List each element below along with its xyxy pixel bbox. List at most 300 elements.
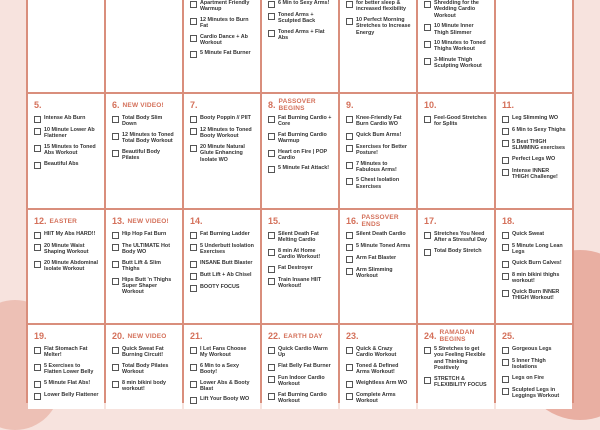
workout-label: 10 Minutes to Toned Thighs Workout (434, 40, 486, 53)
checkbox-icon[interactable] (346, 133, 353, 140)
workout-label: Butt Lift + Ab Chisel (200, 271, 252, 278)
workout-label: Silent Death Cardio (356, 231, 406, 237)
workout-item[interactable] (112, 243, 177, 256)
checkbox-icon[interactable] (34, 116, 41, 123)
workout-item[interactable] (424, 40, 489, 53)
calendar-day-cell (106, 94, 182, 208)
workout-label: Arm Slimming Workout (356, 267, 393, 280)
checkbox-icon[interactable] (268, 364, 275, 371)
workout-label: Fat Burning Cardio + Core (278, 115, 332, 128)
workout-item[interactable] (346, 346, 411, 359)
workout-label: Silent Death Fat Melting Cardio (278, 231, 319, 244)
calendar-day-cell (340, 325, 416, 409)
calendar-day-cell (340, 0, 416, 92)
workout-item[interactable] (112, 149, 177, 162)
workout-item[interactable] (502, 243, 567, 256)
workout-item[interactable] (190, 34, 255, 47)
checkbox-icon[interactable] (34, 381, 41, 388)
day-number: 20. (112, 331, 125, 341)
checkbox-icon[interactable] (34, 145, 41, 152)
workout-item[interactable] (34, 260, 99, 273)
workout-label: 12 Minutes to Burn Fat (200, 16, 249, 30)
checkbox-icon[interactable] (34, 244, 41, 251)
workout-item[interactable] (346, 177, 411, 190)
day-event-label: NEW VIDEO! (127, 217, 169, 225)
workout-item[interactable] (34, 392, 99, 400)
workout-label: Toned & Defined Arms Workout! (356, 362, 399, 376)
checkbox-icon[interactable] (346, 347, 353, 354)
checkbox-icon[interactable] (112, 278, 119, 285)
workout-label: 5 Best THIGH SLIMMING exercises (512, 139, 566, 152)
workout-item[interactable] (268, 363, 333, 371)
day-header (268, 329, 333, 343)
workout-label: 5 Chest Isolation Exercises (356, 177, 400, 190)
day-header (112, 214, 177, 228)
checkbox-icon[interactable] (34, 261, 41, 268)
checkbox-icon[interactable] (190, 145, 197, 152)
checkbox-icon[interactable] (424, 1, 431, 8)
day-number: 16. (346, 216, 359, 226)
checkbox-icon[interactable] (346, 18, 353, 25)
workout-label: Gorgeous Legs (512, 346, 552, 352)
checkbox-icon[interactable] (268, 347, 275, 354)
workout-label: 5 Minute Toned Arms (356, 243, 411, 249)
checkbox-icon[interactable] (424, 232, 431, 239)
workout-label: Fun Indoor Cardio Workout (278, 374, 325, 388)
workout-item[interactable] (346, 243, 411, 251)
checkbox-icon[interactable] (346, 364, 353, 371)
day-event-label: NEW VIDEO (127, 332, 167, 340)
calendar-day-cell (28, 210, 104, 323)
workout-item[interactable] (346, 132, 411, 140)
workout-item[interactable] (112, 277, 177, 296)
checkbox-icon[interactable] (112, 150, 119, 157)
workout-label: Total Body Pilates Workout (122, 362, 169, 376)
checkbox-icon[interactable] (502, 140, 509, 147)
workout-item[interactable] (502, 156, 567, 164)
workout-label: for better sleep & increased flexibility (356, 0, 407, 13)
day-header (424, 214, 489, 228)
checkbox-icon[interactable] (346, 244, 353, 251)
day-header (424, 98, 489, 112)
workout-item[interactable] (190, 380, 255, 393)
workout-item[interactable] (502, 260, 567, 268)
checkbox-icon[interactable] (268, 278, 275, 285)
workout-label: Booty Poppin // PIIT (200, 115, 251, 121)
workout-label: Hip Hop Fat Burn (122, 231, 167, 237)
day-header (502, 329, 567, 343)
workout-item[interactable] (502, 231, 567, 239)
day-event-label: EASTER (49, 217, 78, 225)
workout-item[interactable] (112, 115, 177, 128)
checkbox-icon[interactable] (346, 232, 353, 239)
workout-item[interactable] (502, 375, 567, 383)
workout-label: Feel-Good Stretches for Splits (434, 115, 487, 128)
checkbox-icon[interactable] (190, 285, 197, 292)
workout-item[interactable] (268, 115, 333, 128)
calendar-day-cell (184, 0, 260, 92)
workout-label: 5 Minute Long Lean Legs (512, 243, 563, 256)
workout-label: Legs on Fire (512, 374, 545, 381)
day-number: 13. (112, 216, 125, 226)
checkbox-icon[interactable] (502, 116, 509, 123)
checkbox-icon[interactable] (190, 364, 197, 371)
day-event-label: PASSOVER ENDS (361, 214, 399, 228)
day-header (34, 98, 99, 112)
day-number: 5. (34, 100, 42, 110)
checkbox-icon[interactable] (346, 178, 353, 185)
workout-label: Leg Slimming WO (512, 115, 559, 121)
checkbox-icon[interactable] (346, 381, 353, 388)
workout-item[interactable] (502, 289, 567, 302)
checkbox-icon[interactable] (34, 393, 41, 400)
workout-label: 12 Minutes to Toned Total Body Workout (122, 131, 174, 145)
workout-item[interactable] (112, 260, 177, 273)
workout-label: Lower Abs & Booty Blast (200, 379, 250, 393)
checkbox-icon[interactable] (190, 51, 197, 58)
checkbox-icon[interactable] (112, 261, 119, 268)
calendar-day-cell (184, 325, 260, 409)
workout-item[interactable] (424, 231, 489, 244)
workout-calendar (26, 0, 574, 403)
checkbox-icon[interactable] (190, 18, 197, 25)
workout-item[interactable] (34, 144, 99, 157)
workout-label: Sculpted Legs in Leggings Workout (512, 386, 560, 400)
workout-label: Train Insane HIIT Workout! (278, 276, 322, 290)
workout-item[interactable] (346, 255, 411, 263)
workout-label: 20 Minute Natural Glute Enhancing Isolate WO (200, 143, 245, 163)
workout-item[interactable] (190, 260, 255, 268)
checkbox-icon[interactable] (190, 397, 197, 404)
checkbox-icon[interactable] (112, 381, 119, 388)
checkbox-icon[interactable] (502, 273, 509, 280)
day-header (346, 214, 411, 228)
checkbox-icon[interactable] (502, 244, 509, 251)
workout-item[interactable] (346, 144, 411, 157)
workout-item[interactable] (268, 375, 333, 388)
workout-item[interactable] (502, 358, 567, 371)
day-header (268, 98, 333, 112)
checkbox-icon[interactable] (190, 1, 197, 8)
checkbox-icon[interactable] (268, 166, 275, 173)
workout-label: 5 Underbutt Isolation Exercises (200, 243, 254, 256)
workout-item[interactable] (502, 346, 567, 354)
checkbox-icon[interactable] (34, 128, 41, 135)
workout-item[interactable] (346, 267, 411, 280)
workout-label: Beautiful Abs (44, 160, 79, 167)
day-event-label: NEW VIDEO! (122, 101, 164, 109)
workout-item[interactable] (190, 0, 255, 13)
workout-item[interactable] (424, 115, 489, 128)
checkbox-icon[interactable] (190, 381, 197, 388)
workout-label: Quick Sweat (512, 231, 545, 237)
workout-label: 20 Minute Abdominal Isolate Workout (44, 259, 99, 273)
workout-item[interactable] (268, 248, 333, 261)
workout-item[interactable] (502, 115, 567, 123)
checkbox-icon[interactable] (268, 376, 275, 383)
workout-item[interactable] (190, 17, 255, 30)
workout-item[interactable] (190, 284, 255, 292)
workout-label: Lower Belly Flattener (44, 391, 99, 398)
checkbox-icon[interactable] (424, 24, 431, 31)
checkbox-icon[interactable] (424, 58, 431, 65)
workout-item[interactable] (424, 376, 489, 389)
calendar-day-cell (496, 210, 572, 323)
workout-item[interactable] (268, 265, 333, 273)
workout-label: Quick Burn Calves! (512, 259, 562, 266)
workout-item[interactable] (190, 272, 255, 280)
workout-label: 8 min bikini thighs workout! (512, 271, 560, 285)
workout-label: Exercises for Better Posture! (356, 143, 407, 157)
workout-item[interactable] (424, 346, 489, 372)
checkbox-icon[interactable] (268, 232, 275, 239)
checkbox-icon[interactable] (424, 41, 431, 48)
day-header (502, 98, 567, 112)
workout-label: BOOTY FOCUS (200, 283, 240, 290)
checkbox-icon[interactable] (424, 249, 431, 256)
workout-item[interactable] (112, 363, 177, 376)
workout-label: 10 Perfect Morning Stretches to Increase Energy (356, 16, 411, 36)
workout-item[interactable] (346, 380, 411, 388)
workout-label: 20 Minute Waist Shaping Workout (44, 243, 89, 256)
checkbox-icon[interactable] (346, 116, 353, 123)
workout-label: 7 Minutes to Fabulous Arms! (356, 160, 397, 174)
calendar-day-cell (496, 94, 572, 208)
day-header (112, 98, 177, 112)
workout-label: Fat Destroyer (278, 264, 313, 271)
workout-item[interactable] (268, 0, 333, 8)
workout-label: 10 Minute Lower Ab Flattener (44, 127, 95, 140)
checkbox-icon[interactable] (112, 244, 119, 251)
day-number: 6. (112, 100, 120, 110)
checkbox-icon[interactable] (502, 157, 509, 164)
workout-item[interactable] (190, 363, 255, 376)
workout-item[interactable] (34, 127, 99, 140)
calendar-day-cell (262, 325, 338, 409)
calendar-day-cell (418, 0, 494, 92)
workout-item[interactable] (112, 346, 177, 359)
workout-label: Quick & Crazy Cardio Workout (356, 346, 397, 359)
workout-item[interactable] (190, 396, 255, 404)
checkbox-icon[interactable] (502, 128, 509, 135)
calendar-day-cell (106, 325, 182, 409)
workout-label: Fat Burning Ladder (200, 231, 250, 237)
workout-label: Knee-Friendly Fat Burn Cardio WO (356, 115, 402, 128)
workout-item[interactable] (346, 17, 411, 36)
day-header (268, 214, 333, 228)
workout-item[interactable] (346, 115, 411, 128)
workout-label: Butt Lift & Slim Thighs (122, 259, 161, 273)
workout-label: Apartment Friendly Warmup (200, 0, 250, 13)
calendar-day-cell (418, 325, 494, 409)
checkbox-icon[interactable] (34, 347, 41, 354)
workout-label: Perfect Legs WO (512, 155, 556, 162)
day-number: 17. (424, 216, 437, 226)
checkbox-icon[interactable] (34, 232, 41, 239)
day-number: 7. (190, 100, 198, 110)
checkbox-icon[interactable] (268, 1, 275, 8)
checkbox-icon[interactable] (34, 364, 41, 371)
checkbox-icon[interactable] (268, 30, 275, 37)
day-header (190, 214, 255, 228)
workout-label: Toned Arms + Flat Abs (278, 28, 325, 42)
day-header (190, 98, 255, 112)
checkbox-icon[interactable] (268, 13, 275, 20)
calendar-day-cell (28, 94, 104, 208)
checkbox-icon[interactable] (112, 133, 119, 140)
workout-item[interactable] (190, 127, 255, 140)
workout-item[interactable] (190, 231, 255, 239)
checkbox-icon[interactable] (502, 388, 509, 395)
checkbox-icon[interactable] (502, 359, 509, 366)
workout-item[interactable] (502, 272, 567, 285)
workout-item[interactable] (268, 277, 333, 290)
checkbox-icon[interactable] (502, 232, 509, 239)
day-event-label: PASSOVER BEGINS (278, 98, 316, 112)
checkbox-icon[interactable] (112, 116, 119, 123)
workout-label: Toned Arms + Sculpted Back (278, 12, 316, 25)
workout-item[interactable] (34, 346, 99, 359)
checkbox-icon[interactable] (346, 1, 353, 8)
workout-item[interactable] (268, 149, 333, 162)
workout-item[interactable] (268, 12, 333, 25)
workout-item[interactable] (34, 243, 99, 256)
calendar-day-cell (496, 325, 572, 409)
calendar-day-cell (418, 210, 494, 323)
workout-item[interactable] (424, 0, 489, 19)
workout-item[interactable] (268, 132, 333, 145)
checkbox-icon[interactable] (268, 133, 275, 140)
workout-label: 8 min bikini body workout! (122, 379, 167, 393)
workout-item[interactable] (268, 29, 333, 42)
checkbox-icon[interactable] (346, 256, 353, 263)
workout-item[interactable] (346, 363, 411, 376)
workout-label: Flat Belly Fat Burner (278, 362, 331, 369)
workout-item[interactable] (190, 115, 255, 123)
checkbox-icon[interactable] (502, 347, 509, 354)
day-number: 25. (502, 331, 515, 341)
workout-item[interactable] (424, 23, 489, 36)
workout-item[interactable] (346, 161, 411, 174)
checkbox-icon[interactable] (268, 266, 275, 273)
day-header (424, 329, 489, 343)
workout-item[interactable] (424, 248, 489, 256)
workout-label: 5 Minute Flat Abs! (44, 379, 91, 386)
workout-item[interactable] (424, 57, 489, 70)
workout-item[interactable] (34, 363, 99, 376)
workout-label: Total Body Stretch (434, 247, 482, 254)
workout-label: Intense Ab Burn (44, 115, 86, 121)
workout-item[interactable] (190, 243, 255, 256)
checkbox-icon[interactable] (346, 268, 353, 275)
checkbox-icon[interactable] (112, 347, 119, 354)
workout-label: Quick Burn INNER THIGH Workout! (512, 288, 560, 302)
workout-item[interactable] (190, 144, 255, 163)
calendar-day-cell (262, 0, 338, 92)
checkbox-icon[interactable] (502, 290, 509, 297)
checkbox-icon[interactable] (190, 232, 197, 239)
checkbox-icon[interactable] (112, 364, 119, 371)
checkbox-icon[interactable] (268, 150, 275, 157)
workout-label: Flat Stomach Fat Melter! (44, 346, 88, 359)
checkbox-icon[interactable] (502, 169, 509, 176)
workout-label: HIIT My Abs HARD!! (44, 231, 96, 237)
checkbox-icon[interactable] (190, 128, 197, 135)
calendar-day-cell (496, 0, 572, 92)
workout-item[interactable] (112, 132, 177, 145)
workout-item[interactable] (34, 380, 99, 388)
workout-label: INSANE Butt Blaster (200, 259, 253, 266)
checkbox-icon[interactable] (346, 393, 353, 400)
checkbox-icon[interactable] (190, 116, 197, 123)
checkbox-icon[interactable] (424, 116, 431, 123)
checkbox-icon[interactable] (502, 261, 509, 268)
day-number: 15. (268, 216, 281, 226)
day-event-label: RAMADAN BEGINS (439, 329, 475, 343)
day-header (502, 214, 567, 228)
workout-item[interactable] (502, 387, 567, 400)
workout-item[interactable] (34, 115, 99, 123)
workout-item[interactable] (268, 165, 333, 173)
calendar-day-cell (106, 0, 182, 92)
checkbox-icon[interactable] (268, 116, 275, 123)
workout-item[interactable] (34, 161, 99, 169)
workout-item[interactable] (112, 380, 177, 393)
workout-item[interactable] (34, 231, 99, 239)
checkbox-icon[interactable] (346, 145, 353, 152)
checkbox-icon[interactable] (34, 162, 41, 169)
workout-item[interactable] (268, 231, 333, 244)
workout-item[interactable] (346, 231, 411, 239)
checkbox-icon[interactable] (268, 249, 275, 256)
checkbox-icon[interactable] (190, 347, 197, 354)
workout-label: 5 Minute Fat Burner (200, 50, 251, 57)
checkbox-icon[interactable] (190, 244, 197, 251)
workout-item[interactable] (502, 127, 567, 135)
calendar-day-cell (106, 210, 182, 323)
workout-item[interactable] (190, 50, 255, 58)
checkbox-icon[interactable] (190, 273, 197, 280)
checkbox-icon[interactable] (190, 35, 197, 42)
workout-label: 5 Stretches to get you Feeling Flexible and Thinking Positively (434, 346, 486, 372)
workout-item[interactable] (112, 231, 177, 239)
workout-label: 5 Exercises to Flatten Lower Belly (44, 362, 94, 376)
workout-label: 5 Inner Thigh Isolations (512, 358, 546, 371)
workout-item[interactable] (502, 139, 567, 152)
calendar-day-cell (262, 210, 338, 323)
workout-label: 12 Minutes to Toned Booty Workout (200, 127, 252, 140)
checkbox-icon[interactable] (346, 162, 353, 169)
day-header (34, 214, 99, 228)
workout-item[interactable] (502, 168, 567, 181)
checkbox-icon[interactable] (424, 347, 431, 354)
workout-label: Quick Sweat Fat Burning Circuit! (122, 346, 164, 359)
workout-label: Complete Arms Workout (356, 391, 396, 405)
calendar-day-cell (340, 94, 416, 208)
workout-item[interactable] (268, 346, 333, 359)
calendar-day-cell (28, 0, 104, 92)
checkbox-icon[interactable] (502, 376, 509, 383)
workout-label: 6 Min to a Sexy Booty! (200, 362, 239, 376)
workout-item[interactable] (346, 0, 411, 13)
checkbox-icon[interactable] (190, 261, 197, 268)
workout-item[interactable] (190, 346, 255, 359)
checkbox-icon[interactable] (112, 232, 119, 239)
checkbox-icon[interactable] (268, 393, 275, 400)
workout-label: Arm Fat Blaster (356, 255, 397, 261)
checkbox-icon[interactable] (424, 377, 431, 384)
workout-label: Beautiful Body Pilates (122, 148, 161, 162)
